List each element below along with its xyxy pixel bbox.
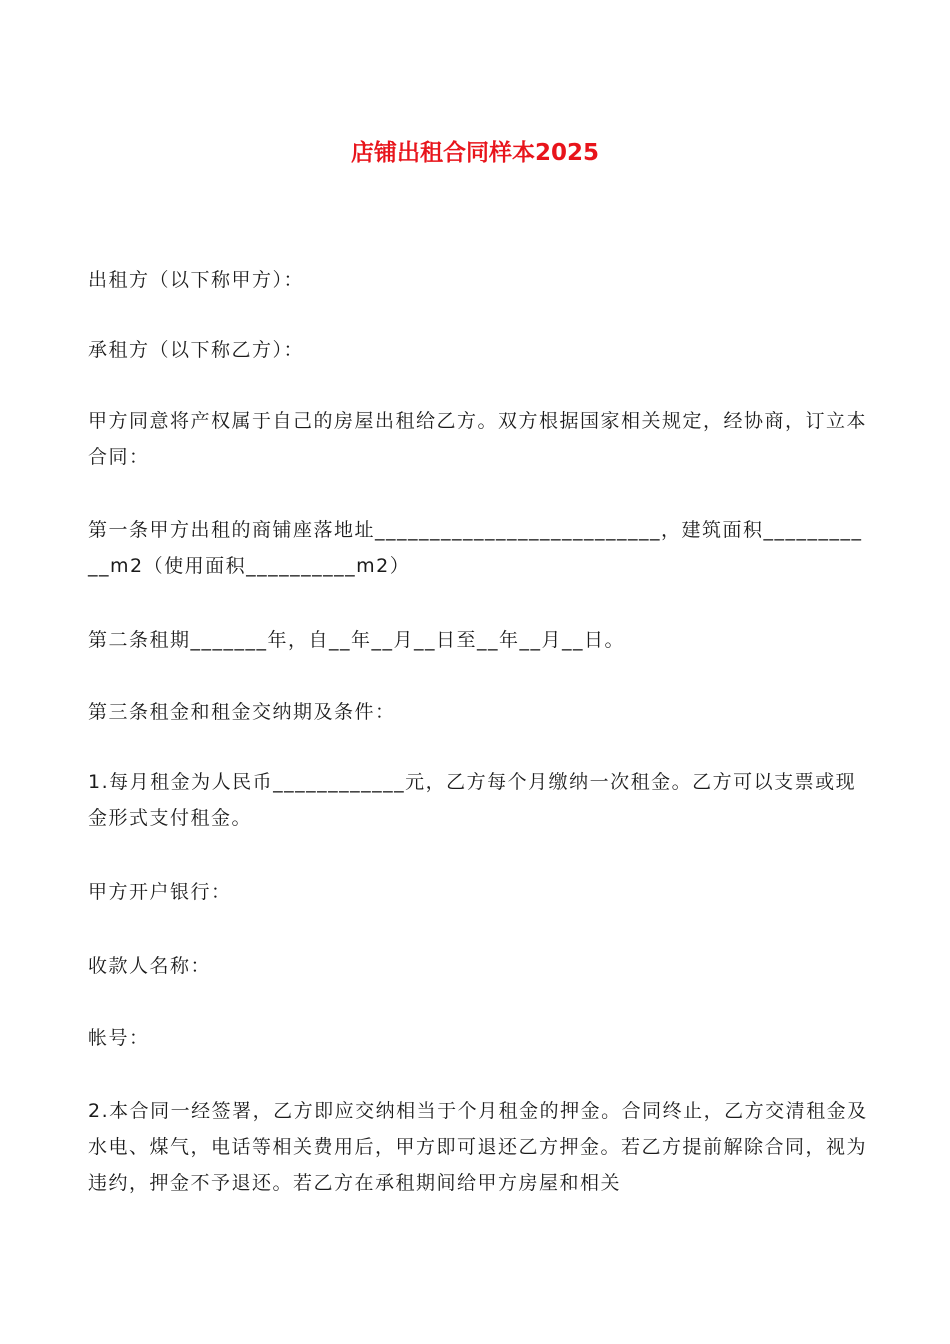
paragraph-lessor: 出租方（以下称甲方）： <box>88 269 305 291</box>
paragraph-payee: 收款人名称： <box>88 955 212 977</box>
paragraph-bank: 甲方开户银行： <box>88 881 232 903</box>
paragraph-account: 帐号： <box>88 1027 150 1049</box>
paragraph-rent-amount: 1.每月租金为人民币____________元，乙方每个月缴纳一次租金。乙方可以支票或现金形式支付租金。 <box>88 771 857 829</box>
paragraph-article-2: 第二条租期_______年，自__年__月__日至__年__月__日。 <box>88 629 626 651</box>
paragraph-article-1: 第一条甲方出租的商铺座落地址__________________________，建筑面积___________m2（使用面积__________m2） <box>88 519 863 577</box>
paragraph-agreement: 甲方同意将产权属于自己的房屋出租给乙方。双方根据国家相关规定，经协商，订立本合同： <box>88 410 868 468</box>
paragraph-deposit: 2.本合同一经签署，乙方即应交纳相当于个月租金的押金。合同终止，乙方交清租金及水电、煤气，电话等相关费用后，甲方即可退还乙方押金。若乙方提前解除合同，视为违约，押金不予退还。若乙方在承租期间给甲方房屋和相关 <box>88 1100 868 1194</box>
document-title: 店铺出租合同样本2025 <box>350 140 599 166</box>
paragraph-lessee: 承租方（以下称乙方）： <box>88 339 305 361</box>
paragraph-article-3: 第三条租金和租金交纳期及条件： <box>88 701 396 723</box>
